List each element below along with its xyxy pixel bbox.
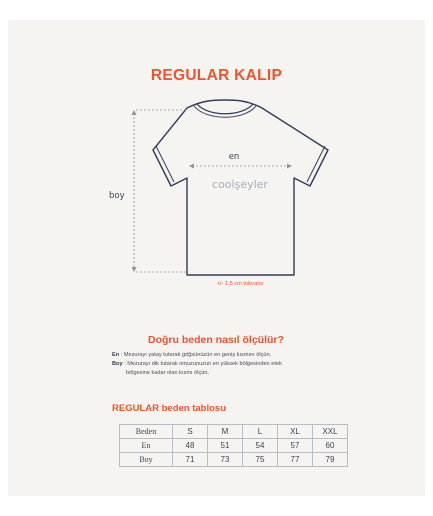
table-header-cell: XXL xyxy=(313,425,348,439)
table-header-cell: Beden xyxy=(120,425,173,439)
table-row xyxy=(120,453,348,467)
table-row-label: Boy xyxy=(120,453,173,467)
width-arrow-right-head xyxy=(287,164,292,169)
page-title: REGULAR KALIP xyxy=(150,67,283,84)
length-arrow-top-head xyxy=(132,110,137,115)
table-header-cell: M xyxy=(208,425,243,439)
instruction-term: En xyxy=(112,352,120,358)
measure-heading: Doğru beden nasıl ölçülür? xyxy=(148,334,284,346)
tshirt-diagram xyxy=(8,20,425,320)
table-row-label: En xyxy=(120,439,173,453)
table-cell: 73 xyxy=(208,453,243,467)
instruction-en xyxy=(112,351,271,360)
instruction-boy xyxy=(112,360,282,369)
table-cell: 77 xyxy=(278,453,313,467)
instruction-text: : Mezurayı yatay tutarak göğsünüzün en geniş kısmını ölçün. xyxy=(120,352,272,358)
table-header-cell: L xyxy=(243,425,278,439)
size-table xyxy=(119,424,348,467)
left-sleeve-hem xyxy=(156,146,174,182)
instruction-term: Boy xyxy=(112,361,123,367)
width-arrow-left-head xyxy=(189,164,194,169)
size-guide-card xyxy=(8,20,425,496)
right-sleeve-hem xyxy=(307,146,325,182)
table-header-cell: XL xyxy=(278,425,313,439)
length-label: boy xyxy=(109,191,125,201)
collar-rib xyxy=(194,106,256,117)
instruction-text: bölgesine kadar olan kısmı ölçün. xyxy=(126,370,210,376)
table-cell: 57 xyxy=(278,439,313,453)
collar xyxy=(197,104,253,114)
width-label: en xyxy=(228,152,240,162)
instruction-boy-continued xyxy=(126,369,209,378)
table-cell: 51 xyxy=(208,439,243,453)
table-cell: 71 xyxy=(173,453,208,467)
table-cell: 48 xyxy=(173,439,208,453)
table-header-cell: S xyxy=(173,425,208,439)
tolerance-note: +/- 1.5 cm tolerans xyxy=(216,281,264,287)
brand-watermark: coolşeyler xyxy=(212,178,268,191)
table-row xyxy=(120,439,348,453)
table-cell: 75 xyxy=(243,453,278,467)
table-header-row xyxy=(120,425,348,439)
table-cell: 54 xyxy=(243,439,278,453)
table-cell: 60 xyxy=(313,439,348,453)
size-table-heading: REGULAR beden tablosu xyxy=(112,403,227,414)
length-arrow-bottom-head xyxy=(132,267,137,272)
instruction-text: : Mezurayı dik tutarak omuzunuzun en yüksek bölgesinden etek xyxy=(124,361,282,367)
table-cell: 79 xyxy=(313,453,348,467)
